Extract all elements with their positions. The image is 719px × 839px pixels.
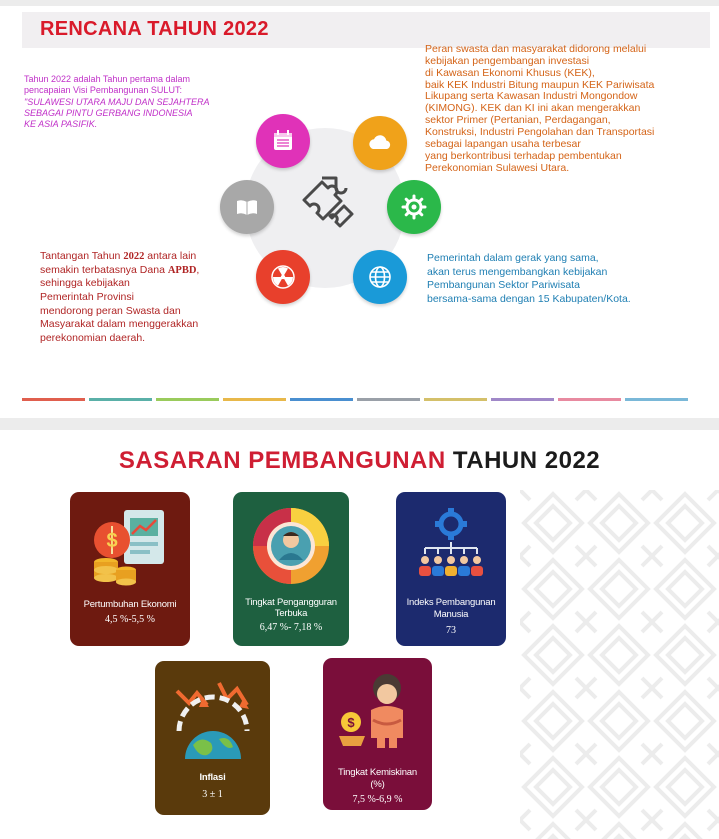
vision-line: "SULAWESI UTARA MAJU DAN SEJAHTERA <box>24 96 210 107</box>
target-label: Manusia <box>433 609 469 620</box>
gov-line: akan terus mengembangkan kebijakan <box>427 265 608 278</box>
challenge-text: Masyarakat dalam menggerakkan <box>40 318 199 331</box>
hub-radiation <box>256 250 310 304</box>
target-value: 4,5 %-5,5 % <box>105 614 155 625</box>
private-line: Perekonomian Sulawesi Utara. <box>425 161 570 174</box>
target-card-poverty <box>323 658 432 810</box>
target-label: Tingkat Kemiskinan <box>338 767 417 778</box>
challenge-text: Tantangan Tahun <box>40 250 124 262</box>
targets-title-dark: TAHUN 2022 <box>445 447 601 474</box>
plan-intro <box>24 74 244 130</box>
private-line: baik KEK Industri Bitung maupun KEK Pariwisata <box>425 78 655 91</box>
poverty-icon <box>337 670 419 756</box>
target-value: 6,47 %- 7,18 % <box>259 622 323 633</box>
challenge-text: perekonomian daerah. <box>40 331 146 344</box>
globe-icon <box>365 262 395 292</box>
private-line: yang berkontribusi terhadap pembentukan <box>425 149 622 162</box>
hub-book <box>220 180 274 234</box>
gear-icon <box>399 192 429 222</box>
target-value: 73 <box>446 625 456 636</box>
private-line: Konstruksi, Industri Pengolahan dan Transportasi <box>425 126 655 139</box>
challenge-text: semakin terbatasnya Dana <box>40 263 168 276</box>
puzzle-icon <box>292 170 364 242</box>
plan-title: RENCANA TAHUN 2022 <box>40 18 269 40</box>
challenge-text: Pemerintah Provinsi <box>40 290 134 303</box>
intro-line: pencapaian Visi Pembangunan SULUT: <box>24 85 182 96</box>
target-label: Tingkat Pengangguran <box>245 597 337 608</box>
vision-line: KE ASIA PASIFIK. <box>24 119 98 129</box>
plan-private-sector <box>425 44 710 174</box>
hub-gear <box>387 180 441 234</box>
cloud-icon <box>365 128 395 158</box>
challenge-text: sehingga kebijakan <box>40 277 130 290</box>
challenge-text: mendorong peran Swasta dan <box>40 304 181 317</box>
challenge-year: 2022 <box>123 251 145 262</box>
challenge-text: antara lain <box>144 250 197 262</box>
target-card-economic-growth <box>70 492 190 646</box>
target-value: 7,5 %-6,9 % <box>352 794 403 805</box>
challenge-apbd: APBD <box>167 264 197 276</box>
private-line: Peran swasta dan masyarakat didorong melalui <box>425 43 647 55</box>
inflation-icon <box>171 675 255 759</box>
hub-cloud <box>353 116 407 170</box>
divider-segment <box>357 398 420 401</box>
divider-segment <box>491 398 554 401</box>
target-card-inflation <box>155 661 270 815</box>
plan-challenge <box>40 250 240 345</box>
target-label: Terbuka <box>274 608 308 619</box>
hub-globe <box>353 250 407 304</box>
calendar-icon <box>268 126 298 156</box>
divider-segment <box>89 398 152 401</box>
svg-text:$: $ <box>106 530 118 552</box>
target-label: Indeks Pembangunan <box>406 597 496 608</box>
gov-line: Pemerintah dalam gerak yang sama, <box>427 252 599 264</box>
target-card-unemployment <box>233 492 349 646</box>
human-development-icon <box>411 504 491 590</box>
target-label: Inflasi <box>199 772 226 783</box>
target-label: Pertumbuhan Ekonomi <box>83 599 177 610</box>
private-line: Likupang serta Kawasan Industri Mongondow <box>425 90 638 103</box>
gov-line: bersama-sama dengan 15 Kabupaten/Kota. <box>427 292 631 305</box>
vision-line: SEBAGAI PINTU GERBANG INDONESIA <box>24 107 193 118</box>
divider-segment <box>625 398 688 401</box>
private-line: (KIMONG). KEK dan KI ini akan mengerakkan <box>425 102 641 115</box>
gov-line: Pembangunan Sektor Pariwisata <box>427 279 580 292</box>
divider-segment <box>290 398 353 401</box>
decorative-pattern <box>520 490 719 839</box>
target-card-human-development <box>396 492 506 646</box>
unemployment-icon <box>249 504 333 588</box>
private-line: kebijakan pengembangan investasi <box>425 54 590 67</box>
divider-segment <box>156 398 219 401</box>
economic-growth-icon <box>86 504 174 592</box>
targets-title-red: SASARAN PEMBANGUNAN <box>118 447 446 474</box>
divider-segment <box>223 398 286 401</box>
plan-government <box>427 252 707 307</box>
targets-title <box>0 447 719 475</box>
target-label: (%) <box>370 779 385 790</box>
divider-segment <box>22 398 85 401</box>
svg-text:$: $ <box>347 715 355 730</box>
divider-segment <box>558 398 621 401</box>
private-line: sektor Primer (Pertanian, Perdagangan, <box>425 114 611 127</box>
divider-segment <box>424 398 487 401</box>
private-line: di Kawasan Ekonomi Khusus (KEK), <box>425 66 595 79</box>
intro-line: Tahun 2022 adalah Tahun pertama dalam <box>24 74 190 84</box>
private-line: sebagai lapangan usaha terbesar <box>425 137 581 150</box>
book-icon <box>232 192 262 222</box>
target-value: 3 ± 1 <box>202 789 223 800</box>
radiation-icon <box>268 262 298 292</box>
challenge-text: , <box>196 263 200 276</box>
section-separator <box>0 418 719 430</box>
hub-calendar <box>256 114 310 168</box>
